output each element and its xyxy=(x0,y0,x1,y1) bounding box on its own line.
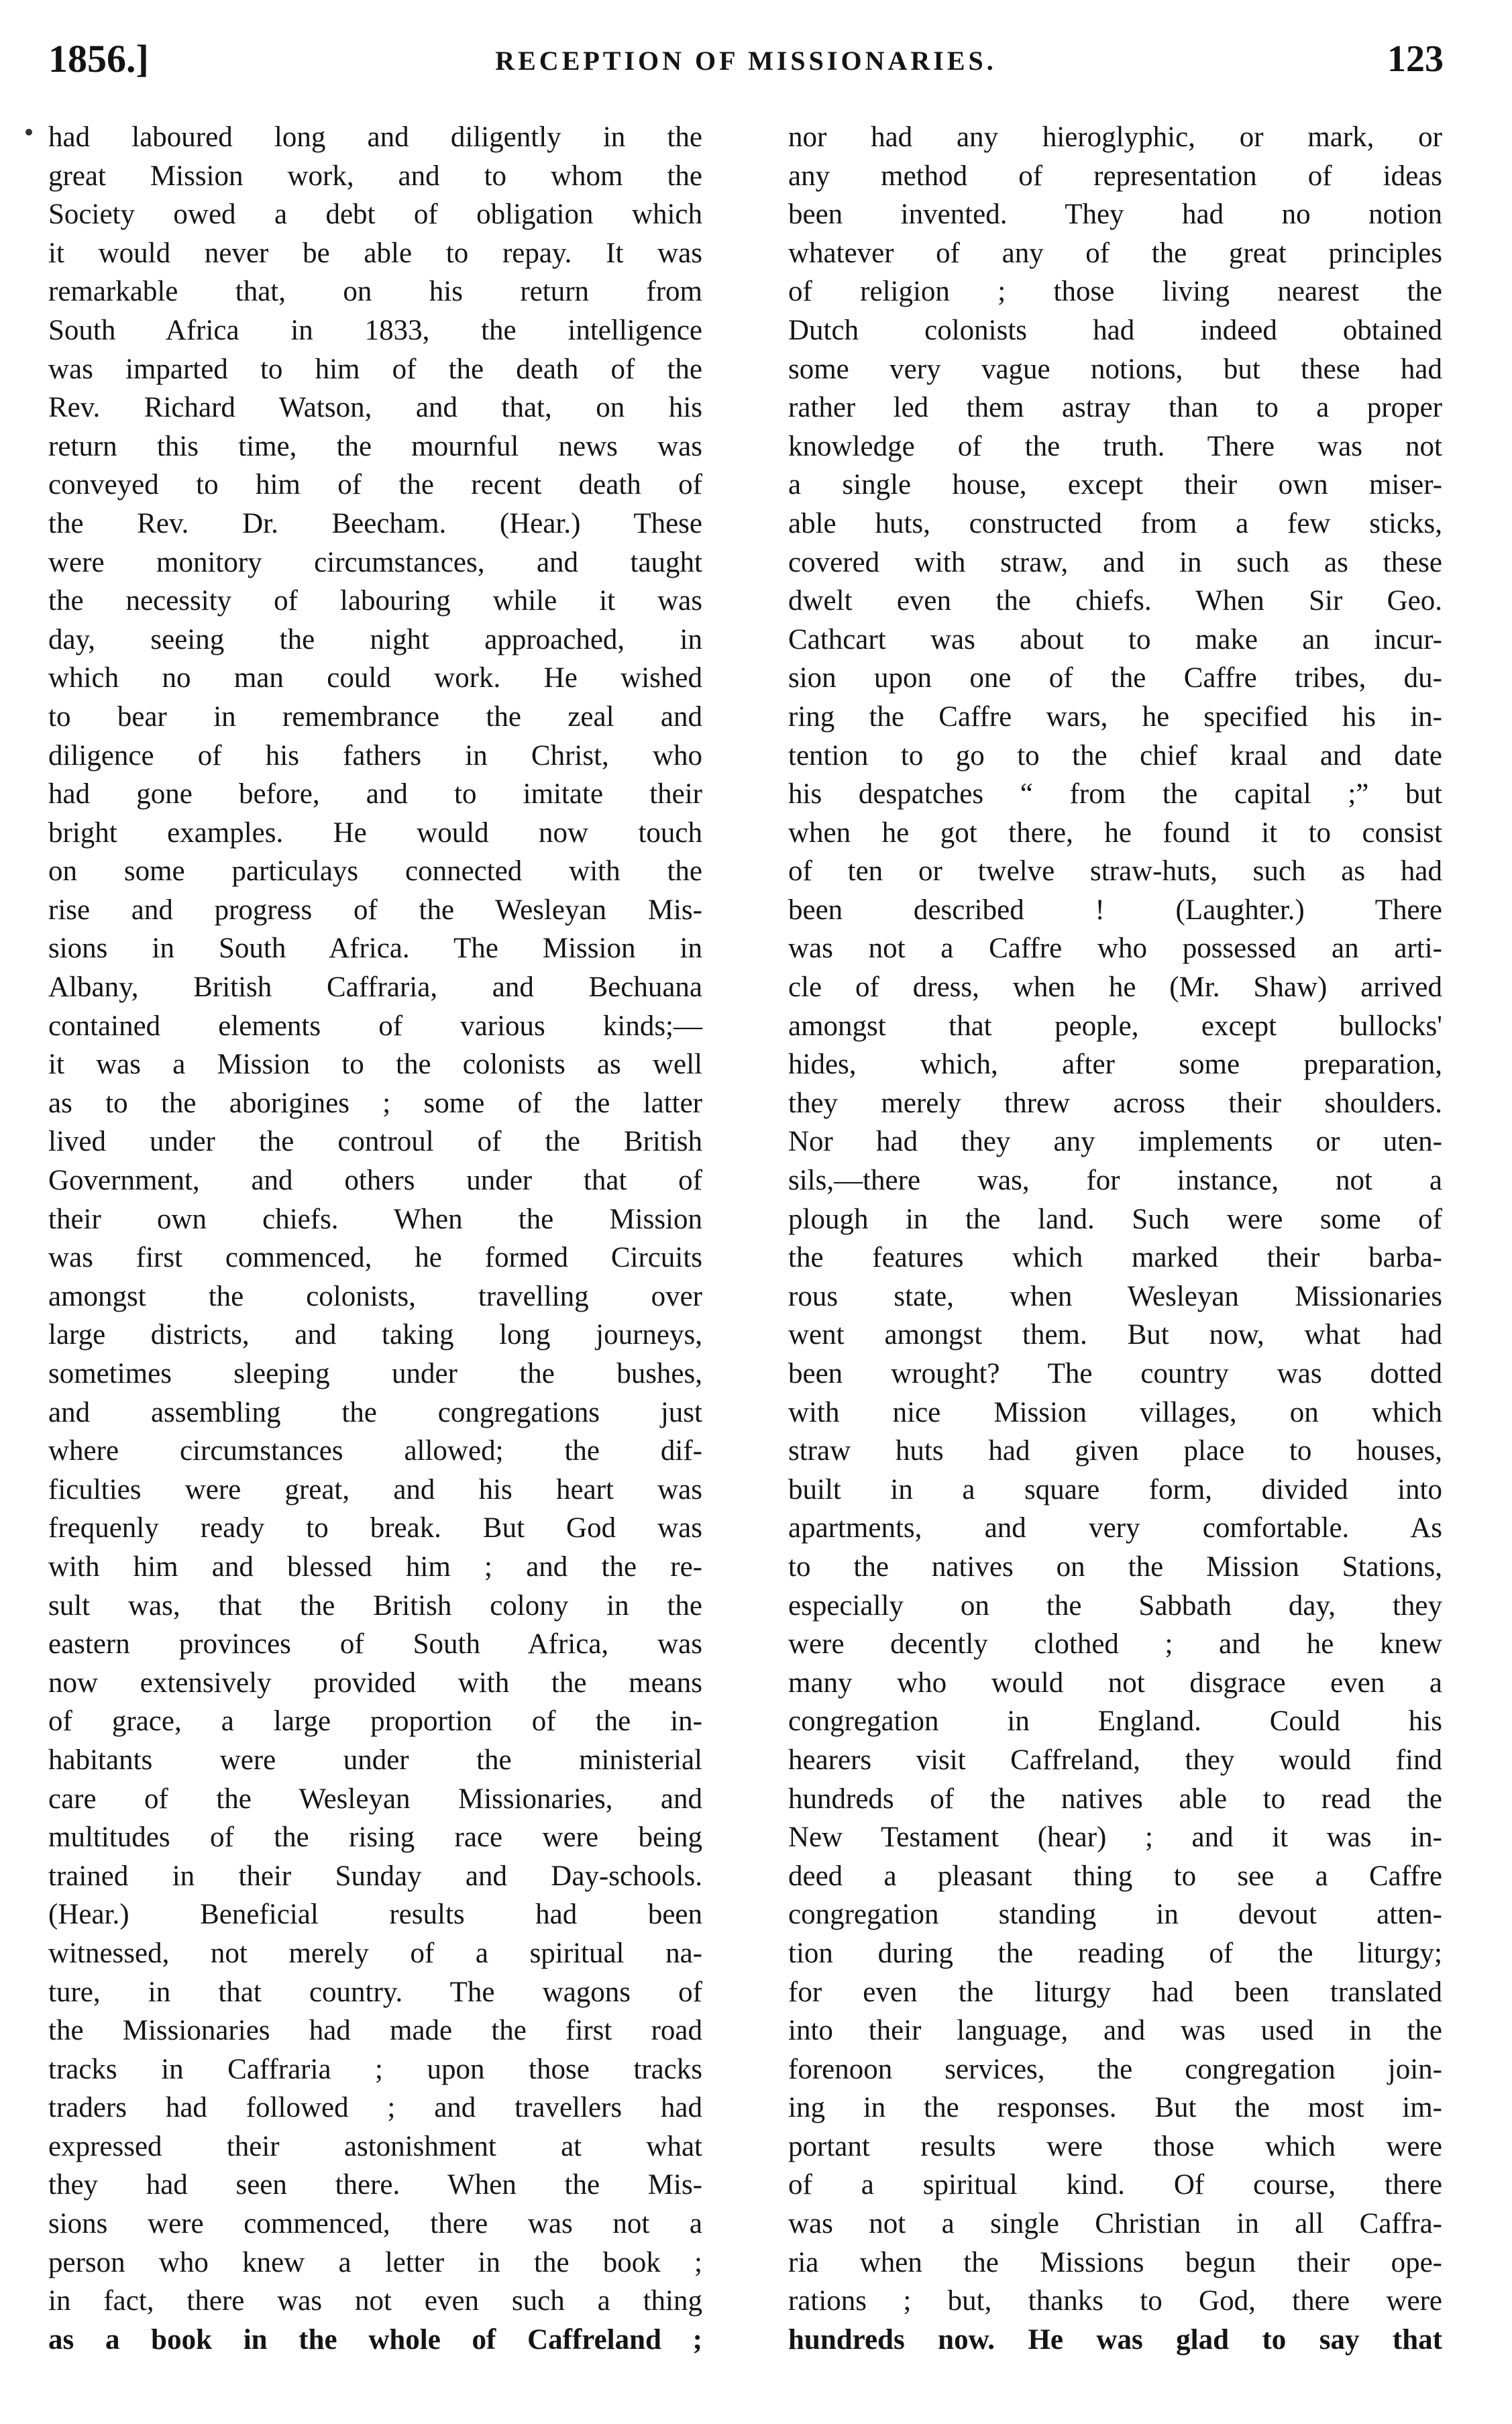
text-line: it was a Mission to the colonists as well xyxy=(48,1049,702,1081)
text-line: a single house, except their own miser- xyxy=(788,469,1442,501)
text-line: dwelt even the chiefs. When Sir Geo. xyxy=(788,585,1442,617)
text-line: witnessed, not merely of a spiritual na- xyxy=(48,1937,702,1969)
text-line: able huts, constructed from a few sticks, xyxy=(788,507,1442,539)
text-line: expressed their astonishment at what xyxy=(48,2130,702,2162)
text-line: on some particulays connected with the xyxy=(48,855,702,888)
text-line: especially on the Sabbath day, they xyxy=(788,1589,1442,1622)
text-line: large districts, and taking long journeys, xyxy=(48,1319,702,1351)
text-line: (Hear.) Beneficial results had been xyxy=(48,1899,702,1931)
text-line: for even the liturgy had been translated xyxy=(788,1976,1442,2008)
text-line: went amongst them. But now, what had xyxy=(788,1319,1442,1351)
text-line: some very vague notions, but these had xyxy=(788,353,1442,385)
text-line: congregation standing in devout atten- xyxy=(788,1899,1442,1931)
text-line: now extensively provided with the means xyxy=(48,1667,702,1699)
text-line: been wrought? The country was dotted xyxy=(788,1358,1442,1389)
text-line: of ten or twelve straw-huts, such as had xyxy=(788,855,1442,888)
text-line: apartments, and very comfortable. As xyxy=(788,1512,1442,1544)
text-line: amongst that people, except bullocks' xyxy=(788,1010,1442,1042)
text-line: sions were commenced, there was not a xyxy=(48,2208,702,2240)
text-line: conveyed to him of the recent death of xyxy=(48,469,702,501)
text-line: tention to go to the chief kraal and date xyxy=(788,739,1442,772)
text-line: it would never be able to repay. It was xyxy=(48,237,702,269)
text-line: Society owed a debt of obligation which xyxy=(48,199,702,231)
header-title: RECEPTION OF MISSIONARIES. xyxy=(495,46,997,76)
text-line: was not a single Christian in all Caffra- xyxy=(788,2208,1442,2240)
text-line: the Missionaries had made the first road xyxy=(48,2015,702,2047)
text-line: lived under the controul of the British xyxy=(48,1126,702,1158)
text-line: any method of representation of ideas xyxy=(788,160,1442,192)
text-line: care of the Wesleyan Missionaries, and xyxy=(48,1783,702,1815)
text-line: rise and progress of the Wesleyan Mis- xyxy=(48,894,702,926)
text-line: had laboured long and diligently in the xyxy=(48,121,702,153)
running-header xyxy=(48,32,1444,86)
text-line: trained in their Sunday and Day-schools. xyxy=(48,1860,702,1892)
text-line: congregation in England. Could his xyxy=(788,1705,1442,1738)
text-line: Albany, British Caffraria, and Bechuana xyxy=(48,971,702,1004)
text-line: been described ! (Laughter.) There xyxy=(788,894,1442,926)
text-line: Dutch colonists had indeed obtained xyxy=(788,314,1442,346)
text-line: ing in the responses. But the most im- xyxy=(788,2092,1442,2124)
text-line: the features which marked their barba- xyxy=(788,1242,1442,1274)
text-line: they had seen there. When the Mis- xyxy=(48,2169,702,2201)
text-line: nor had any hieroglyphic, or mark, or xyxy=(788,121,1442,153)
text-line: plough in the land. Such were some of xyxy=(788,1203,1442,1235)
text-line: hearers visit Caffreland, they would find xyxy=(788,1744,1442,1776)
text-line: Nor had they any implements or uten- xyxy=(788,1126,1442,1158)
text-line: habitants were under the ministerial xyxy=(48,1744,702,1776)
text-line: cle of dress, when he (Mr. Shaw) arrived xyxy=(788,971,1442,1004)
text-line: whatever of any of the great principles xyxy=(788,237,1442,269)
text-line: where circumstances allowed; the dif- xyxy=(48,1435,702,1467)
text-line: rous state, when Wesleyan Missionaries xyxy=(788,1280,1442,1312)
left-text-column xyxy=(48,118,702,2356)
margin-dot-mark xyxy=(25,129,32,136)
header-year: 1856.] xyxy=(48,37,149,81)
text-line: his despatches “ from the capital ;” but xyxy=(788,778,1442,810)
text-line: sions in South Africa. The Mission in xyxy=(48,933,702,965)
text-line: Government, and others under that of xyxy=(48,1165,702,1197)
text-line: sion upon one of the Caffre tribes, du- xyxy=(788,662,1442,694)
right-text-column xyxy=(788,118,1442,2356)
text-line: deed a pleasant thing to see a Caffre xyxy=(788,1860,1442,1892)
text-line: in fact, there was not even such a thing xyxy=(48,2285,702,2317)
text-line: diligence of his fathers in Christ, who xyxy=(48,739,702,772)
text-line: covered with straw, and in such as these xyxy=(788,546,1442,578)
text-line: bright examples. He would now touch xyxy=(48,816,702,849)
text-line: the Rev. Dr. Beecham. (Hear.) These xyxy=(48,507,702,539)
text-line: of a spiritual kind. Of course, there xyxy=(788,2169,1442,2201)
text-line: forenoon services, the congregation join- xyxy=(788,2053,1442,2085)
text-line: into their language, and was used in the xyxy=(788,2015,1442,2047)
text-line: were monitory circumstances, and taught xyxy=(48,546,702,578)
text-line: remarkable that, on his return from xyxy=(48,276,702,308)
text-line: eastern provinces of South Africa, was xyxy=(48,1628,702,1661)
text-line: when he got there, he found it to consist xyxy=(788,816,1442,849)
text-line: to bear in remembrance the zeal and xyxy=(48,700,702,733)
text-line: their own chiefs. When the Mission xyxy=(48,1203,702,1235)
text-line: portant results were those which were xyxy=(788,2130,1442,2162)
text-line: frequenly ready to break. But God was xyxy=(48,1512,702,1544)
text-line: South Africa in 1833, the intelligence xyxy=(48,314,702,346)
text-line: as to the aborigines ; some of the latter xyxy=(48,1087,702,1119)
text-line: Rev. Richard Watson, and that, on his xyxy=(48,392,702,424)
text-line: of religion ; those living nearest the xyxy=(788,276,1442,308)
text-line: hundreds of the natives able to read the xyxy=(788,1783,1442,1815)
text-line: was imparted to him of the death of the xyxy=(48,353,702,385)
page-number: 123 xyxy=(1387,38,1444,80)
text-line: they merely threw across their shoulders. xyxy=(788,1087,1442,1119)
text-line: rations ; but, thanks to God, there were xyxy=(788,2285,1442,2317)
text-line: of grace, a large proportion of the in- xyxy=(48,1705,702,1738)
text-line: person who knew a letter in the book ; xyxy=(48,2246,702,2278)
text-line: hundreds now. He was glad to say that xyxy=(788,2323,1442,2356)
text-line: many who would not disgrace even a xyxy=(788,1667,1442,1699)
text-line: been invented. They had no notion xyxy=(788,199,1442,231)
text-line: great Mission work, and to whom the xyxy=(48,160,702,192)
text-line: sometimes sleeping under the bushes, xyxy=(48,1358,702,1389)
text-line: return this time, the mournful news was xyxy=(48,430,702,462)
text-line: tracks in Caffraria ; upon those tracks xyxy=(48,2053,702,2085)
text-line: straw huts had given place to houses, xyxy=(788,1435,1442,1467)
text-line: rather led them astray than to a proper xyxy=(788,392,1442,424)
text-line: as a book in the whole of Caffreland ; xyxy=(48,2323,702,2356)
text-line: knowledge of the truth. There was not xyxy=(788,430,1442,462)
text-line: contained elements of various kinds;— xyxy=(48,1010,702,1042)
text-line: built in a square form, divided into xyxy=(788,1473,1442,1506)
text-line: hides, which, after some preparation, xyxy=(788,1049,1442,1081)
text-line: ture, in that country. The wagons of xyxy=(48,1976,702,2008)
text-line: Cathcart was about to make an incur- xyxy=(788,623,1442,655)
text-line: sils,—there was, for instance, not a xyxy=(788,1165,1442,1197)
text-line: which no man could work. He wished xyxy=(48,662,702,694)
text-line: multitudes of the rising race were being xyxy=(48,1822,702,1854)
text-line: to the natives on the Mission Stations, xyxy=(788,1550,1442,1583)
text-line: with nice Mission villages, on which xyxy=(788,1396,1442,1428)
text-line: sult was, that the British colony in the xyxy=(48,1589,702,1622)
text-line: ficulties were great, and his heart was xyxy=(48,1473,702,1506)
text-line: day, seeing the night approached, in xyxy=(48,623,702,655)
text-line: the necessity of labouring while it was xyxy=(48,585,702,617)
text-line: were decently clothed ; and he knew xyxy=(788,1628,1442,1661)
text-line: amongst the colonists, travelling over xyxy=(48,1280,702,1312)
text-line: ria when the Missions begun their ope- xyxy=(788,2246,1442,2278)
text-line: ring the Caffre wars, he specified his in- xyxy=(788,700,1442,733)
text-line: New Testament (hear) ; and it was in- xyxy=(788,1822,1442,1854)
text-line: and assembling the congregations just xyxy=(48,1396,702,1428)
text-line: was not a Caffre who possessed an arti- xyxy=(788,933,1442,965)
text-line: with him and blessed him ; and the re- xyxy=(48,1550,702,1583)
text-line: had gone before, and to imitate their xyxy=(48,778,702,810)
text-line: was first commenced, he formed Circuits xyxy=(48,1242,702,1274)
text-line: tion during the reading of the liturgy; xyxy=(788,1937,1442,1969)
text-line: traders had followed ; and travellers had xyxy=(48,2092,702,2124)
